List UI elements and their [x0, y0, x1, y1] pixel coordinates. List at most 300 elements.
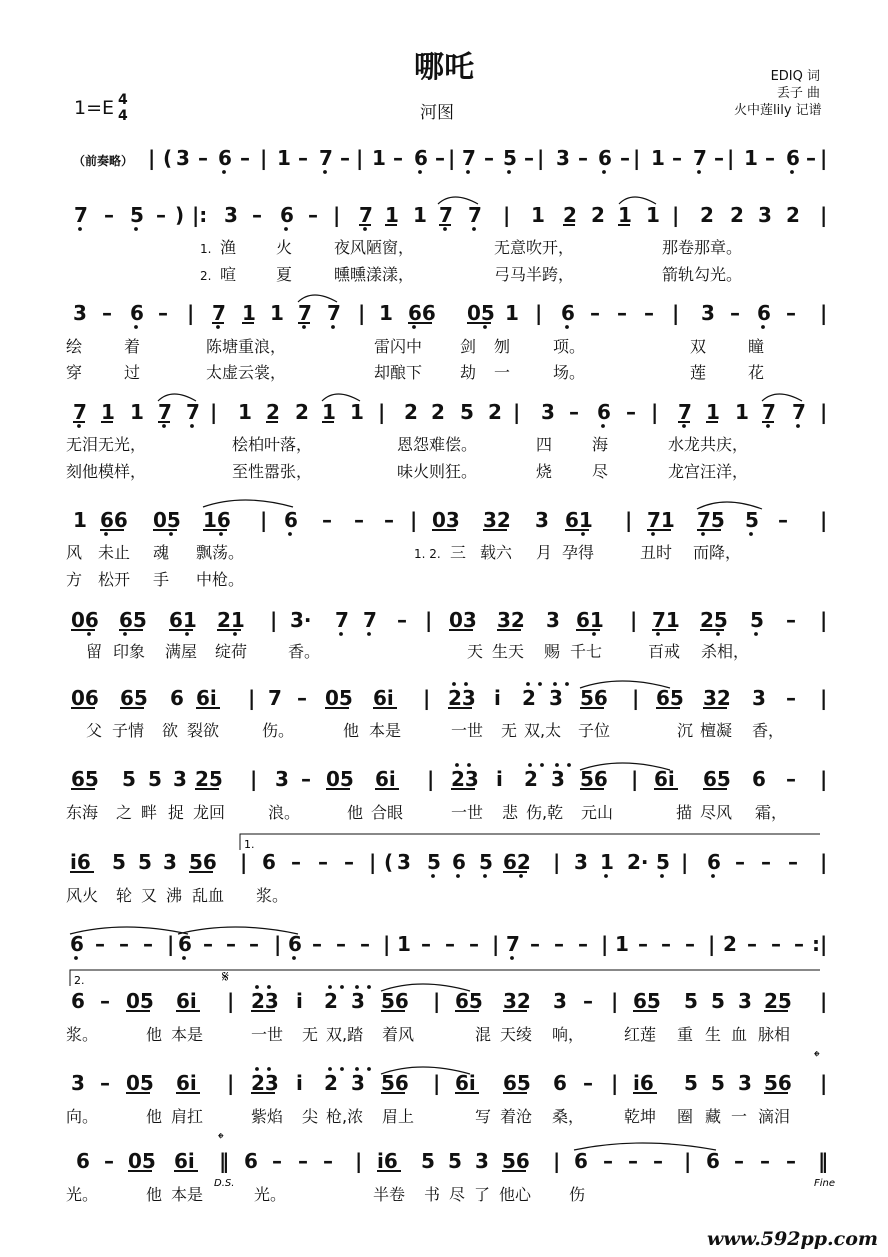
low-octave-dot — [749, 532, 753, 536]
note: 65 — [656, 686, 684, 710]
note: 6 — [280, 203, 294, 227]
note: – — [301, 767, 311, 791]
note: – — [761, 850, 771, 874]
note: – — [445, 932, 455, 956]
barline: | — [503, 203, 511, 227]
note: – — [730, 301, 740, 325]
lyric-text: 手 — [153, 570, 170, 589]
note: ( — [163, 146, 173, 170]
note: 65 — [633, 989, 661, 1013]
barline: | — [708, 932, 716, 956]
lyric-text: 一世 — [451, 803, 484, 822]
note: 6 — [288, 932, 302, 956]
barline: | — [355, 1149, 363, 1173]
low-octave-dot — [466, 170, 470, 174]
note: – — [384, 508, 394, 532]
high-octave-dot — [367, 985, 371, 989]
high-octave-dot — [255, 985, 259, 989]
note: – — [771, 932, 781, 956]
note: 5 — [479, 850, 493, 874]
lyric-text: 2. — [200, 269, 212, 283]
volta-bracket-1 — [240, 834, 820, 850]
note: – — [95, 932, 105, 956]
credit-transcriber: 火中莲lily 记谱 — [734, 103, 822, 118]
note: 66 — [100, 508, 128, 532]
lyric-text: 东海 — [66, 803, 99, 822]
note: 3 — [535, 508, 549, 532]
note: 7 — [319, 146, 333, 170]
note: 21 — [217, 608, 245, 632]
lyric-text: 他 — [146, 1107, 163, 1126]
note: – — [786, 1149, 796, 1173]
lyric-text: 生天 — [492, 642, 525, 661]
barline: | — [684, 1149, 692, 1173]
lyric-text: 箭轨勾光。 — [662, 265, 743, 284]
barline: | — [425, 608, 433, 632]
lyric-text: 一 — [731, 1107, 748, 1126]
note: 3 — [758, 203, 772, 227]
note: 7 — [186, 400, 200, 424]
lyric-text: 眉上 — [382, 1107, 415, 1126]
note: 05 — [126, 989, 154, 1013]
note: 3 — [71, 1071, 85, 1095]
lyric-text: 瞳 — [748, 337, 765, 356]
note: 1 — [242, 301, 256, 325]
note: 6 — [598, 146, 612, 170]
high-octave-dot — [340, 1067, 344, 1071]
lyric-text: 重 — [677, 1025, 694, 1044]
note: 2 — [700, 203, 714, 227]
note: 1 — [600, 850, 614, 874]
note: 5 — [427, 850, 441, 874]
note: 5 — [503, 146, 517, 170]
note: 6 — [70, 932, 84, 956]
lyric-text: 劫 — [460, 363, 477, 382]
note: 2 — [591, 203, 605, 227]
note: – — [661, 932, 671, 956]
lyric-text: 夜风陋窗， — [334, 238, 415, 257]
lyric-text: 着沧 — [500, 1107, 533, 1126]
lyric-text: 光。 — [254, 1185, 287, 1204]
low-octave-dot — [602, 170, 606, 174]
note: – — [393, 146, 403, 170]
note: i — [494, 686, 501, 710]
note: – — [100, 1071, 110, 1095]
lyric-text: 半卷 — [373, 1185, 406, 1204]
note: 05 — [325, 686, 353, 710]
lyric-line — [66, 886, 288, 905]
note: – — [590, 301, 600, 325]
lyric-text: 他 — [343, 721, 360, 740]
tie-arc — [203, 500, 293, 507]
note: 05 — [128, 1149, 156, 1173]
low-octave-dot — [790, 170, 794, 174]
barline: | — [274, 932, 282, 956]
barline: ‖ — [219, 1149, 229, 1173]
lyric-text: 一世 — [451, 721, 484, 740]
barline: | — [383, 932, 391, 956]
note: 03 — [449, 608, 477, 632]
note: 1 — [651, 146, 665, 170]
note: 1 — [397, 932, 411, 956]
low-octave-dot — [519, 874, 523, 878]
low-octave-dot — [182, 956, 186, 960]
note: – — [734, 1149, 744, 1173]
note: 5 — [711, 1071, 725, 1095]
note: 32 — [483, 508, 511, 532]
barline: | — [633, 146, 641, 170]
note: 25 — [195, 767, 223, 791]
lyric-text: 喧 — [220, 265, 237, 284]
lyric-text: 圈 — [677, 1107, 694, 1126]
key-label: 1=E — [74, 97, 115, 119]
note: 05 — [153, 508, 181, 532]
note: – — [735, 850, 745, 874]
lyric-text: 着 — [124, 337, 141, 356]
note: 7 — [327, 301, 341, 325]
lyric-text: 莲 — [690, 363, 707, 382]
lyric-text: 穿 — [66, 363, 83, 382]
note: 3 — [738, 1071, 752, 1095]
lyric-text: 檀凝 — [700, 721, 733, 740]
lyric-text: 天绫 — [500, 1025, 533, 1044]
low-octave-dot — [581, 532, 585, 536]
lyric-text: 绘 — [66, 337, 83, 356]
note: – — [806, 146, 816, 170]
low-octave-dot — [367, 632, 371, 636]
notation-row — [71, 1071, 827, 1095]
lyric-line — [200, 265, 742, 284]
lyric-text: 向。 — [66, 1107, 99, 1126]
note: – — [272, 1149, 282, 1173]
notation-row — [73, 146, 827, 170]
note: 32 — [703, 686, 731, 710]
low-octave-dot — [331, 325, 335, 329]
note: 56 — [580, 767, 608, 791]
note: – — [100, 989, 110, 1013]
note: 5 — [684, 1071, 698, 1095]
lyric-text: 桧柏叶落， — [232, 435, 313, 454]
note: – — [620, 146, 630, 170]
lyric-text: 伤,乾 — [526, 803, 564, 822]
note: – — [158, 301, 168, 325]
credit-lyricist: EDIQ 词 — [770, 69, 820, 84]
note: – — [554, 932, 564, 956]
note: – — [524, 146, 534, 170]
note: – — [240, 146, 250, 170]
barline: | — [820, 767, 828, 791]
note: 3 — [738, 989, 752, 1013]
note: – — [435, 146, 445, 170]
note: 1 — [615, 932, 629, 956]
note: 6 — [414, 146, 428, 170]
lyric-line — [86, 642, 749, 661]
barline: | — [727, 146, 735, 170]
lyric-text: 他 — [146, 1025, 163, 1044]
lyric-text: 无意吹开， — [494, 238, 575, 257]
tie-arc — [574, 1143, 716, 1150]
lyric-text: 太虚云裳， — [206, 363, 287, 382]
lyric-text: 尽 — [592, 462, 609, 481]
barline: | — [250, 767, 258, 791]
lyric-text: 赐 — [544, 642, 561, 661]
barline: | — [167, 932, 175, 956]
low-octave-dot — [219, 532, 223, 536]
barline: | — [820, 686, 828, 710]
barline: | — [535, 301, 543, 325]
note: 05 — [126, 1071, 154, 1095]
lyric-line — [66, 337, 764, 356]
note: 5 — [750, 608, 764, 632]
note: 6i — [373, 686, 394, 710]
low-octave-dot — [761, 325, 765, 329]
note: 7 — [268, 686, 282, 710]
note: 3 — [556, 146, 570, 170]
lyric-text: 无 — [302, 1025, 319, 1044]
note: – — [298, 146, 308, 170]
note: 7 — [762, 400, 776, 424]
low-octave-dot — [74, 956, 78, 960]
lyric-text: 混 — [475, 1025, 492, 1044]
note: i — [496, 767, 503, 791]
note: 7 — [74, 203, 88, 227]
note: 3 — [701, 301, 715, 325]
note: 1 — [322, 400, 336, 424]
note: – — [788, 850, 798, 874]
lyric-text: 子情 — [112, 721, 145, 740]
note: 6 — [597, 400, 611, 424]
high-octave-dot — [267, 985, 271, 989]
lyric-text: 弓马半跨， — [494, 265, 575, 284]
note: 71 — [647, 508, 675, 532]
lyric-text: 浆。 — [66, 1025, 99, 1044]
low-octave-dot — [123, 632, 127, 636]
low-octave-dot — [87, 632, 91, 636]
note: 65 — [119, 608, 147, 632]
note: – — [360, 932, 370, 956]
low-octave-dot — [412, 325, 416, 329]
lyric-text: 味火则狂。 — [397, 462, 478, 481]
lyric-text: 刎 — [494, 337, 511, 356]
low-octave-dot — [78, 227, 82, 231]
volta-bracket-2 — [70, 970, 820, 986]
note: 2 — [431, 400, 445, 424]
lyric-text: 火 — [276, 238, 293, 257]
note: 03 — [432, 508, 460, 532]
lyric-text: 脉相 — [758, 1025, 791, 1044]
note: – — [119, 932, 129, 956]
low-octave-dot — [697, 170, 701, 174]
lyric-text: 生 — [705, 1025, 722, 1044]
note: 23 — [251, 989, 279, 1013]
lyric-text: 乾坤 — [624, 1107, 657, 1126]
lyric-text: 曛曛漾漾， — [334, 265, 415, 284]
singer-name: 河图 — [420, 103, 454, 123]
high-octave-dot — [464, 682, 468, 686]
lyric-line — [66, 1025, 790, 1044]
low-octave-dot — [363, 227, 367, 231]
notation-row — [70, 932, 827, 956]
lyric-text: 剑 — [460, 337, 477, 356]
barline: | — [260, 508, 268, 532]
note: 6 — [178, 932, 192, 956]
note: 56 — [580, 686, 608, 710]
lyric-text: 霜， — [755, 803, 788, 822]
note: – — [297, 686, 307, 710]
note: – — [765, 146, 775, 170]
lyric-line — [66, 1185, 585, 1204]
low-octave-dot — [754, 632, 758, 636]
note: 66 — [408, 301, 436, 325]
lyric-text: 魂 — [153, 543, 170, 562]
lyric-text: 描 — [676, 803, 693, 822]
note: – — [312, 932, 322, 956]
barline: | — [681, 850, 689, 874]
low-octave-dot — [701, 532, 705, 536]
note: 5 — [138, 850, 152, 874]
low-octave-dot — [601, 424, 605, 428]
lyric-text: 飘荡。 — [196, 543, 245, 562]
note: – — [323, 1149, 333, 1173]
note: 6i — [196, 686, 217, 710]
lyric-text: 却酿下 — [374, 363, 423, 382]
low-octave-dot — [431, 874, 435, 878]
note: 3· — [290, 608, 312, 632]
fine-mark: Fine — [814, 1178, 836, 1189]
note: i — [296, 989, 303, 1013]
volta-label-2: 2. — [74, 974, 85, 987]
note: 2 — [524, 767, 538, 791]
lyric-text: 尽 — [449, 1185, 466, 1204]
note: 32 — [497, 608, 525, 632]
note: 05 — [326, 767, 354, 791]
note: 7 — [298, 301, 312, 325]
barline: | — [513, 400, 521, 424]
note: – — [322, 508, 332, 532]
note: – — [583, 1071, 593, 1095]
lyric-line — [66, 435, 748, 454]
ds-mark: D.S. — [214, 1178, 235, 1189]
lyric-text: 恩怨难偿。 — [397, 435, 478, 454]
lyric-text: 风火 — [66, 886, 99, 905]
lyric-text: 中枪。 — [196, 570, 245, 589]
note: 1 — [238, 400, 252, 424]
note: i — [296, 1071, 303, 1095]
note: 6 — [71, 989, 85, 1013]
barline: | — [369, 850, 377, 874]
note: 7 — [335, 608, 349, 632]
note: – — [685, 932, 695, 956]
high-octave-dot — [455, 763, 459, 767]
note: – — [569, 400, 579, 424]
note: 1 — [270, 301, 284, 325]
lyric-text: 香。 — [288, 642, 321, 661]
low-octave-dot — [592, 632, 596, 636]
note: 5 — [656, 850, 670, 874]
barline: | — [820, 301, 828, 325]
lyric-text: 红莲 — [624, 1025, 657, 1044]
barline: | — [820, 508, 828, 532]
lyric-line — [66, 1107, 790, 1126]
note: 7 — [73, 400, 87, 424]
high-octave-dot — [367, 1067, 371, 1071]
lyric-text: 夏 — [276, 265, 293, 284]
lyric-text: 书 — [424, 1185, 441, 1204]
lyric-text: 枪,浓 — [326, 1107, 364, 1126]
low-octave-dot — [443, 227, 447, 231]
barline: | — [553, 1149, 561, 1173]
low-octave-dot — [323, 170, 327, 174]
low-octave-dot — [472, 227, 476, 231]
lyric-text: 滴泪 — [758, 1107, 791, 1126]
note: – — [786, 608, 796, 632]
notation-row — [73, 301, 827, 325]
barline: | — [651, 400, 659, 424]
barline: | — [423, 686, 431, 710]
low-octave-dot — [302, 325, 306, 329]
low-octave-dot — [604, 874, 608, 878]
note: – — [336, 932, 346, 956]
note: – — [318, 850, 328, 874]
note: – — [469, 932, 479, 956]
note: – — [644, 301, 654, 325]
note: 3 — [224, 203, 238, 227]
barline: | — [611, 1071, 619, 1095]
lyric-text: 了 — [474, 1185, 491, 1204]
note: 23 — [251, 1071, 279, 1095]
lyric-text: 光。 — [66, 1185, 99, 1204]
note: – — [308, 203, 318, 227]
note: – — [298, 1149, 308, 1173]
barline: | — [820, 146, 828, 170]
note: 65 — [455, 989, 483, 1013]
note: – — [484, 146, 494, 170]
note: 3 — [351, 989, 365, 1013]
lyric-text: 印象 — [113, 642, 146, 661]
low-octave-dot — [483, 325, 487, 329]
note: 56 — [381, 1071, 409, 1095]
barline: | — [611, 989, 619, 1013]
time-top: 4 — [118, 92, 128, 108]
note: 3 — [549, 686, 563, 710]
lyric-text: 一世 — [251, 1025, 284, 1044]
note: 2 — [786, 203, 800, 227]
note: – — [583, 989, 593, 1013]
note: 7 — [158, 400, 172, 424]
lyric-line — [66, 363, 764, 382]
note: – — [628, 1149, 638, 1173]
lyric-text: 未止 — [98, 543, 131, 562]
note: 5 — [421, 1149, 435, 1173]
coda-sign: 𝄌 — [814, 1047, 820, 1066]
notation-row — [71, 989, 827, 1013]
note: 6 — [757, 301, 771, 325]
note: – — [344, 850, 354, 874]
note: 3 — [574, 850, 588, 874]
barline: | — [820, 400, 828, 424]
note: 56 — [764, 1071, 792, 1095]
lyric-text: 双 — [690, 337, 707, 356]
barline: | — [820, 1071, 828, 1095]
low-octave-dot — [716, 632, 720, 636]
high-octave-dot — [565, 682, 569, 686]
note: 2 — [730, 203, 744, 227]
low-octave-dot — [483, 874, 487, 878]
barline: | — [553, 850, 561, 874]
note: 2 — [563, 203, 577, 227]
note: 2 — [324, 1071, 338, 1095]
barline: | — [601, 932, 609, 956]
